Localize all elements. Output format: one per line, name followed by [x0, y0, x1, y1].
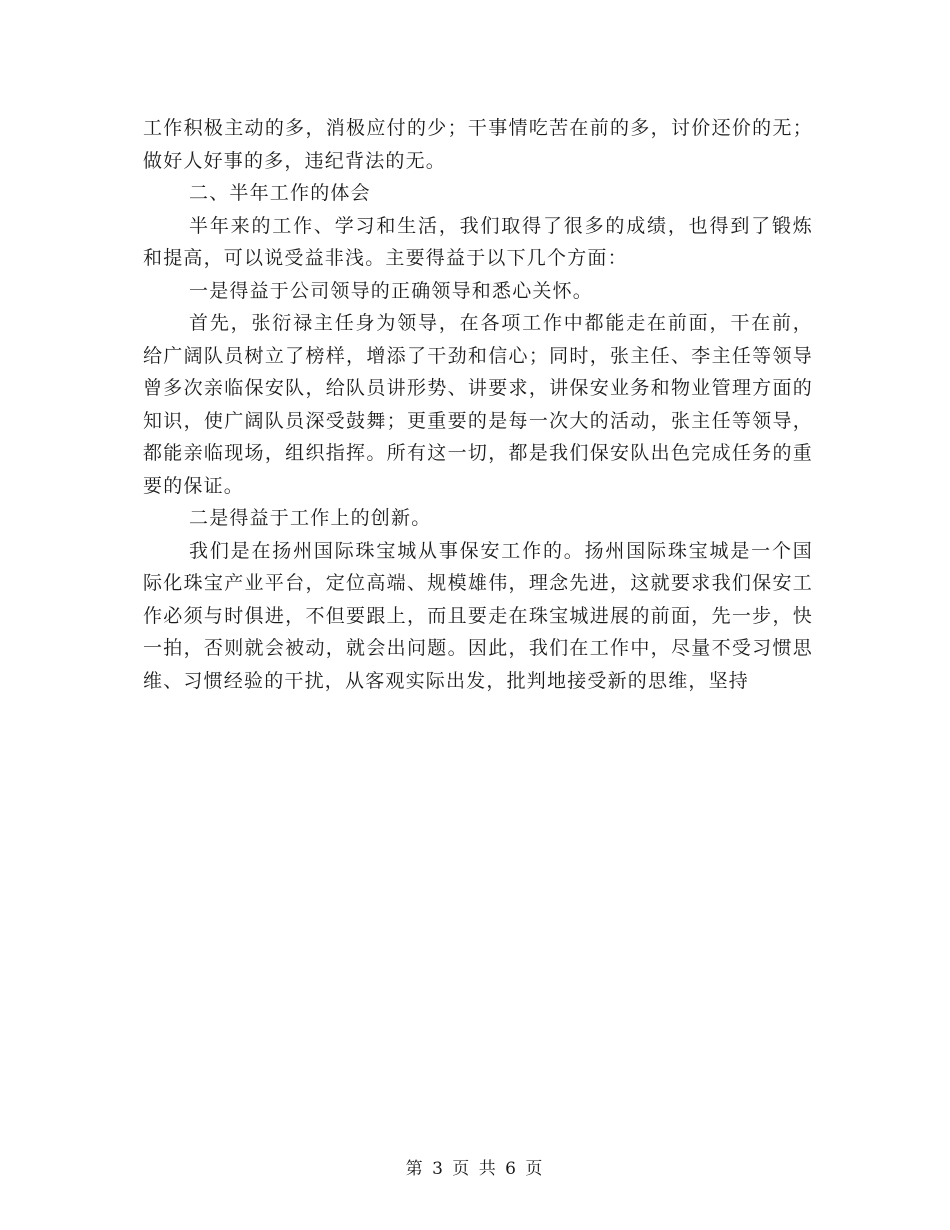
paragraph-7: 我们是在扬州国际珠宝城从事保安工作的。扬州国际珠宝城是一个国际化珠宝产业平台，定位高端、规模雄伟，理念先进，这就要求我们保安工作必须与时俱进，不但要跟上，而且要走在珠宝城进展的前面，先一步，快一拍，否则就会被动，就会出问题。因此，我们在工作中，尽量不受习惯思维、习惯经验的干扰，从客观实际出发，批判地接受新的思维，坚持 [143, 539, 813, 692]
body-text [143, 112, 813, 697]
paragraph-3: 半年来的工作、学习和生活，我们取得了很多的成绩，也得到了锻炼和提高，可以说受益非浅。主要得益于以下几个方面： [143, 214, 813, 269]
section-heading-half-year-experience: 二、半年工作的体会 [189, 182, 371, 204]
point-two-heading: 二是得益于工作上的创新。 [189, 507, 432, 529]
paragraph-1: 工作积极主动的多，消极应付的少；干事情吃苦在前的多，讨价还价的无；做好人好事的多，违纪背法的无。 [143, 117, 813, 172]
point-one-heading: 一是得益于公司领导的正确领导和悉心关怀。 [189, 279, 594, 302]
paragraph-5: 首先，张衍禄主任身为领导，在各项工作中都能走在前面，干在前，给广阔队员树立了榜样，增添了干劲和信心；同时，张主任、李主任等领导曾多次亲临保安队，给队员讲形势、讲要求，讲保安业务和物业管理方面的知识，使广阔队员深受鼓舞；更重要的是每一次大的活动，张主任等领导，都能亲临现场，组织指挥。所有这一切，都是我们保安队出色完成任务的重要的保证。 [143, 312, 813, 497]
page-number-footer: 第 3 页 共 6 页 [405, 1159, 545, 1179]
